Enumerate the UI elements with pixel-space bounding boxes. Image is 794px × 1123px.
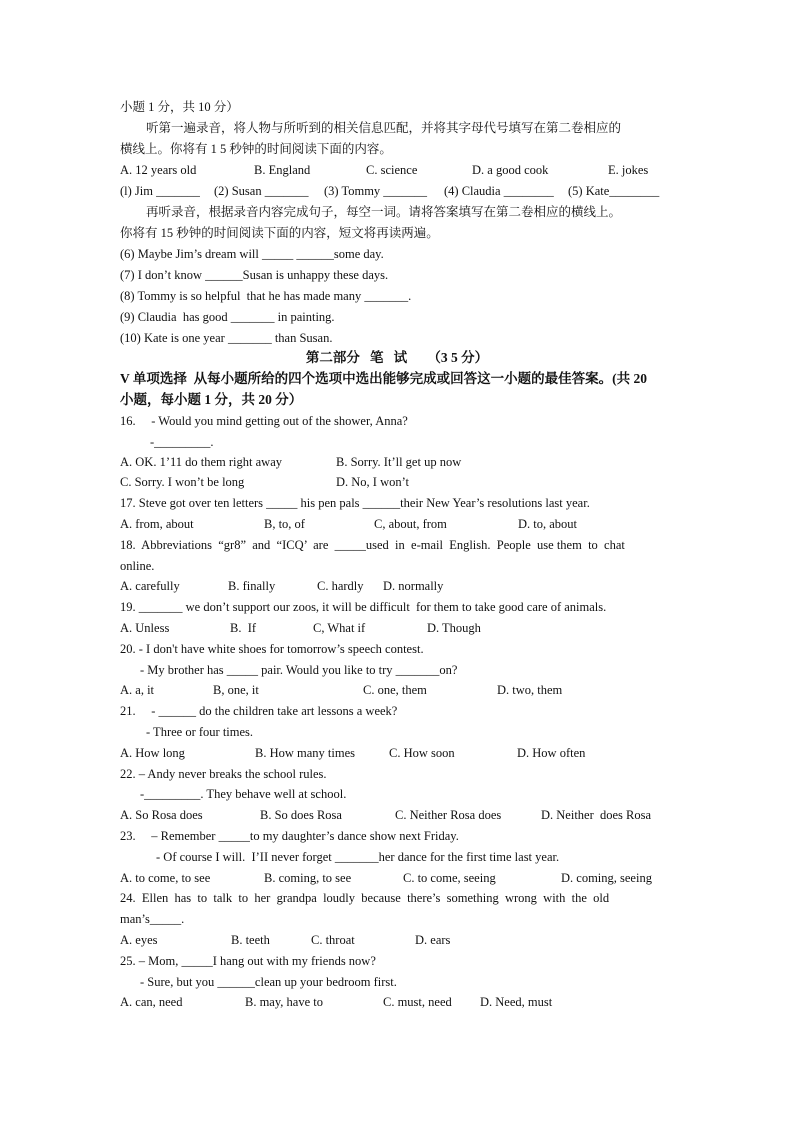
answer-option: A. from, about <box>120 517 194 531</box>
answer-option: D. No, I won’t <box>336 475 410 489</box>
answer-option: D. to, about <box>518 517 578 531</box>
part-title: 第二部分 笔 试 （3 5 分） <box>305 350 489 365</box>
match-option: B. England <box>254 163 311 177</box>
question-line: - Sure, but you ______clean up your bedroom first. <box>140 975 397 989</box>
answer-option: A. How long <box>120 746 185 760</box>
instruction-2-line-2: 你将有 15 秒钟的时间阅读下面的内容，短文将再读两遍。 <box>120 226 439 240</box>
answer-option: C. one, them <box>363 683 427 697</box>
answer-option: A. a, it <box>120 683 155 697</box>
answer-option: B. finally <box>228 579 276 593</box>
answer-option: C. throat <box>311 933 355 947</box>
question-stem: 17. Steve got over ten letters _____ his pen pals ______their New Year’s resolutions last year. <box>120 496 590 510</box>
sentence-item: (7) I don’t know ______Susan is unhappy these days. <box>120 268 389 282</box>
answer-option: B. teeth <box>231 933 270 947</box>
match-option: E. jokes <box>608 163 649 177</box>
question-stem: 25. – Mom, _____I hang out with my friends now? <box>120 954 376 968</box>
question-line: - Of course I will. I’II never forget _______her dance for the first time last year. <box>156 850 560 864</box>
answer-option: A. can, need <box>120 995 183 1009</box>
answer-option: C. Sorry. I won’t be long <box>120 475 245 489</box>
question-stem: 19. _______ we don’t support our zoos, it will be difficult for them to take good care of animals. <box>120 600 607 614</box>
answer-option: A. to come, to see <box>120 871 211 885</box>
match-option: A. 12 years old <box>120 163 197 177</box>
answer-option: D. Need, must <box>480 995 553 1009</box>
answer-option: C. hardly <box>317 579 364 593</box>
answer-option: B. If <box>230 621 257 635</box>
match-person: (2) Susan _______ <box>214 184 309 198</box>
answer-option: A. OK. 1’11 do them right away <box>120 455 283 469</box>
question-stem: 16. - Would you mind getting out of the shower, Anna? <box>120 414 408 428</box>
instruction-1-line-2: 横线上。你将有 1 5 秒钟的时间阅读下面的内容。 <box>120 142 392 156</box>
question-stem: 22. – Andy never breaks the school rules. <box>120 767 327 781</box>
question-stem: 20. - I don't have white shoes for tomorrow’s speech contest. <box>120 642 424 656</box>
match-person: (4) Claudia ________ <box>444 184 554 198</box>
answer-option: C. How soon <box>389 746 455 760</box>
answer-option: B. So does Rosa <box>260 808 342 822</box>
section-instruction-line-2: 小题，每小题 1 分，共 20 分） <box>120 392 303 407</box>
answer-option: C. to come, seeing <box>403 871 496 885</box>
question-line: man’s_____. <box>120 912 185 926</box>
answer-option: C, What if <box>313 621 366 635</box>
question-stem: 18. Abbreviations “gr8” and “ICQ’ are _____used in e-mail English. People use them to chat <box>120 538 625 552</box>
answer-option: A. So Rosa does <box>120 808 203 822</box>
question-line: -_________. They behave well at school. <box>140 787 347 801</box>
answer-option: A. carefully <box>120 579 180 593</box>
answer-option: B. coming, to see <box>264 871 352 885</box>
section-header-tail: 小题 1 分，共 10 分） <box>120 100 239 114</box>
section-instruction-line-1: V 单项选择 从每小题所给的四个选项中选出能够完成或回答这一小题的最佳答案。(共 20 <box>120 371 647 386</box>
instruction-2-line-1: 再听录音，根据录音内容完成句子，每空一词。请将答案填写在第二卷相应的横线上。 <box>146 205 622 219</box>
question-stem: 23. – Remember _____to my daughter’s dance show next Friday. <box>120 829 459 843</box>
match-option: D. a good cook <box>472 163 549 177</box>
answer-option: C. must, need <box>383 995 452 1009</box>
match-person: (l) Jim _______ <box>120 184 200 198</box>
sentence-item: (10) Kate is one year _______ than Susan. <box>120 331 333 345</box>
match-person: (5) Kate________ <box>568 184 660 198</box>
answer-option: B. Sorry. It’ll get up now <box>336 455 462 469</box>
answer-option: B. may, have to <box>245 995 323 1009</box>
answer-option: A. Unless <box>120 621 170 635</box>
question-line: - Three or four times. <box>146 725 254 739</box>
answer-option: D. two, them <box>497 683 563 697</box>
answer-option: D. ears <box>415 933 451 947</box>
answer-option: C. Neither Rosa does <box>395 808 502 822</box>
question-stem: 21. - ______ do the children take art lessons a week? <box>120 704 398 718</box>
answer-option: D. Though <box>427 621 481 635</box>
answer-option: B, to, of <box>264 517 305 531</box>
question-line: online. <box>120 559 155 573</box>
answer-option: A. eyes <box>120 933 158 947</box>
answer-option: D. coming, seeing <box>561 871 652 885</box>
answer-option: C, about, from <box>374 517 447 531</box>
answer-option: B, one, it <box>213 683 259 697</box>
answer-option: D. How often <box>517 746 586 760</box>
sentence-item: (6) Maybe Jim’s dream will _____ ______some day. <box>120 247 384 261</box>
match-option: C. science <box>366 163 418 177</box>
answer-option: D. normally <box>383 579 444 593</box>
question-line: -_________. <box>150 435 214 449</box>
question-line: - My brother has _____ pair. Would you like to try _______on? <box>140 663 458 677</box>
sentence-item: (8) Tommy is so helpful that he has made many _______. <box>120 289 412 303</box>
answer-option: D. Neither does Rosa <box>541 808 652 822</box>
instruction-1-line-1: 听第一遍录音，将人物与所听到的相关信息匹配，并将其字母代号填写在第二卷相应的 <box>146 121 622 135</box>
question-stem: 24. Ellen has to talk to her grandpa loudly because there’s something wrong with the old <box>120 891 610 905</box>
sentence-item: (9) Claudia has good _______ in painting. <box>120 310 335 324</box>
match-person: (3) Tommy _______ <box>324 184 428 198</box>
answer-option: B. How many times <box>255 746 355 760</box>
